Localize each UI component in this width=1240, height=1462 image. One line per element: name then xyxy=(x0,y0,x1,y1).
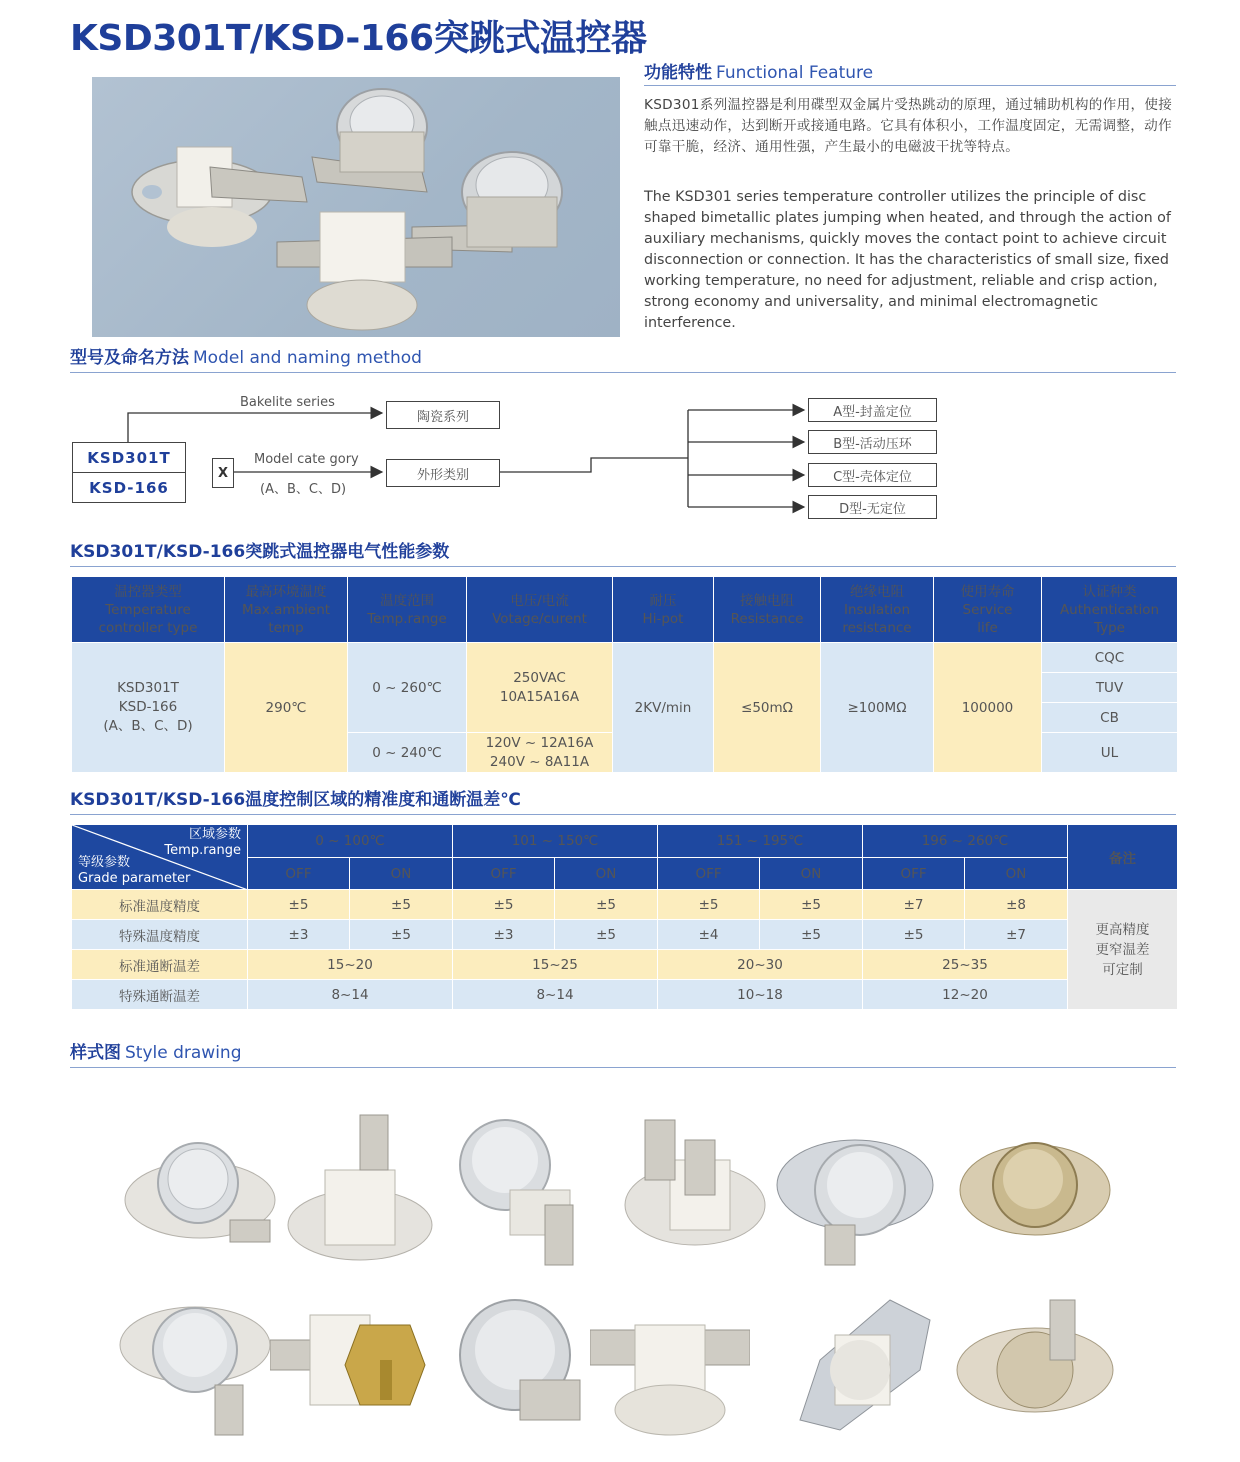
header-max-temp: 最高环境温度 Max.ambient temp xyxy=(225,577,348,643)
table-cell: ±5 xyxy=(248,890,350,920)
model-name-1: KSD301T xyxy=(72,442,186,473)
product-image xyxy=(610,1110,770,1270)
model-name-2: KSD-166 xyxy=(72,472,186,503)
header-hipot: 耐压 Hi-pot xyxy=(613,577,714,643)
category-label: Model cate gory xyxy=(254,452,359,467)
type-a-box: A型-封盖定位 xyxy=(808,398,937,422)
table-row xyxy=(72,643,1178,673)
style-heading-cn: 样式图 xyxy=(70,1043,121,1063)
off-header: OFF xyxy=(863,858,965,890)
cell-cert-tuv: TUV xyxy=(1042,673,1178,703)
table-cell: 15~20 xyxy=(248,950,453,980)
table-row xyxy=(72,920,1178,950)
series-box: 陶瓷系列 xyxy=(386,401,500,429)
feature-text-en: The KSD301 series temperature controller utilizes the principle of disc shaped bimetallic plates jumping when heated, and through the action of auxiliary mechanisms, quickly moves the contact point to achieve circuit disconnection or connection. It has the characteristics of small size, fixed working temperature, no need for adjustment, reliable and crisp action, strong economy and universality, and minimal electromagnetic interference. xyxy=(644,189,1171,331)
accuracy-heading-text: KSD301T/KSD-166温度控制区域的精准度和通断温差℃ xyxy=(70,790,521,810)
type-d-box: D型-无定位 xyxy=(808,495,937,519)
category-box: 外形类别 xyxy=(386,459,500,487)
range-header-4: 196 ~ 260℃ xyxy=(863,825,1068,858)
table-row xyxy=(72,890,1178,920)
table-cell: ±7 xyxy=(965,920,1068,950)
row-label: 标准温度精度 xyxy=(72,890,248,920)
table-row xyxy=(72,980,1178,1010)
electrical-header-row xyxy=(72,577,1178,643)
cell-voltage-2: 120V ~ 12A16A 240V ~ 8A11A xyxy=(467,733,613,773)
table-cell: ±5 xyxy=(760,890,863,920)
row-label: 标准通断温差 xyxy=(72,950,248,980)
cell-cert-cqc: CQC xyxy=(1042,643,1178,673)
page-title: KSD301T/KSD-166突跳式温控器 xyxy=(70,18,647,59)
cell-type: KSD301T KSD-166 (A、B、C、D) xyxy=(72,643,225,773)
feature-heading-en: Functional Feature xyxy=(716,63,874,83)
x-box: X xyxy=(212,458,234,488)
cell-voltage-1: 250VAC 10A15A16A xyxy=(467,643,613,733)
off-header: OFF xyxy=(248,858,350,890)
on-header: ON xyxy=(555,858,658,890)
header-type: 温控器类型 Temperature controller type xyxy=(72,577,225,643)
table-cell: ±5 xyxy=(863,920,965,950)
row-label: 特殊温度精度 xyxy=(72,920,248,950)
table-cell: 12~20 xyxy=(863,980,1068,1010)
remark-cell: 更高精度 更窄温差 可定制 xyxy=(1068,890,1178,1010)
naming-heading xyxy=(70,343,1176,373)
table-cell: ±5 xyxy=(555,890,658,920)
accuracy-heading xyxy=(70,785,1176,815)
product-image xyxy=(450,1110,610,1270)
feature-heading-cn: 功能特性 xyxy=(644,63,712,83)
style-gallery xyxy=(100,1095,1140,1445)
cell-range-1: 0 ~ 260℃ xyxy=(348,643,467,733)
table-cell: 25~35 xyxy=(863,950,1068,980)
product-image xyxy=(285,1110,445,1270)
accuracy-header-row xyxy=(72,825,1178,858)
corner-header: 区域参数 Temp.range 等级参数 Grade parameter xyxy=(72,825,248,890)
table-cell: ±5 xyxy=(760,920,863,950)
table-cell: ±5 xyxy=(453,890,555,920)
style-heading-en: Style drawing xyxy=(125,1043,242,1063)
electrical-heading-text: KSD301T/KSD-166突跳式温控器电气性能参数 xyxy=(70,542,450,562)
product-image xyxy=(270,1285,430,1445)
feature-heading xyxy=(644,58,1176,86)
cell-range-2: 0 ~ 240℃ xyxy=(348,733,467,773)
table-cell: ±8 xyxy=(965,890,1068,920)
cell-cert-ul: UL xyxy=(1042,733,1178,773)
range-header-2: 101 ~ 150℃ xyxy=(453,825,658,858)
on-header: ON xyxy=(965,858,1068,890)
naming-diagram xyxy=(70,385,970,525)
electrical-heading xyxy=(70,537,1176,567)
type-c-box: C型-壳体定位 xyxy=(808,463,937,487)
off-header: OFF xyxy=(453,858,555,890)
table-cell: ±5 xyxy=(350,920,453,950)
product-image xyxy=(955,1285,1115,1445)
table-cell: ±4 xyxy=(658,920,760,950)
accuracy-table xyxy=(71,824,1178,1010)
cell-life: 100000 xyxy=(934,643,1042,773)
cell-resistance: ≤50mΩ xyxy=(714,643,821,773)
type-b-box: B型-活动压环 xyxy=(808,430,937,454)
product-image xyxy=(780,1280,940,1440)
table-cell: ±7 xyxy=(863,890,965,920)
series-label: Bakelite series xyxy=(240,395,335,410)
remark-header: 备注 xyxy=(1068,825,1178,890)
cell-max-temp: 290℃ xyxy=(225,643,348,773)
style-heading xyxy=(70,1038,1176,1068)
table-cell: ±5 xyxy=(350,890,453,920)
product-image xyxy=(955,1115,1115,1275)
product-image xyxy=(120,1115,280,1275)
table-cell: 15~25 xyxy=(453,950,658,980)
header-cert: 认证种类 Authentication Type xyxy=(1042,577,1178,643)
range-header-3: 151 ~ 195℃ xyxy=(658,825,863,858)
feature-text-cn: KSD301系列温控器是利用碟型双金属片受热跳动的原理，通过辅助机构的作用，使接触点迅速动作，达到断开或接通电路。它具有体积小，工作温度固定，无需调整，动作可靠干脆，经济、通用性强，产生最小的电磁波干扰等特点。 xyxy=(644,97,1173,155)
header-insulation: 绝缘电阻 Insulation resistance xyxy=(821,577,934,643)
product-image xyxy=(440,1285,600,1445)
header-voltage: 电压/电流 Votage/curent xyxy=(467,577,613,643)
electrical-table xyxy=(71,576,1178,773)
naming-heading-en: Model and naming method xyxy=(193,348,422,368)
header-life: 使用寿命 Service life xyxy=(934,577,1042,643)
table-cell: 20~30 xyxy=(658,950,863,980)
table-cell: ±3 xyxy=(453,920,555,950)
table-row xyxy=(72,950,1178,980)
on-header: ON xyxy=(350,858,453,890)
table-cell: ±5 xyxy=(658,890,760,920)
product-image xyxy=(775,1115,935,1275)
table-cell: ±3 xyxy=(248,920,350,950)
product-image xyxy=(590,1290,750,1450)
on-header: ON xyxy=(760,858,863,890)
table-cell: 10~18 xyxy=(658,980,863,1010)
table-cell: ±5 xyxy=(555,920,658,950)
row-label: 特殊通断温差 xyxy=(72,980,248,1010)
cell-insulation: ≥100MΩ xyxy=(821,643,934,773)
header-resistance: 接触电阻 Resistance xyxy=(714,577,821,643)
product-photo xyxy=(92,77,620,337)
off-header: OFF xyxy=(658,858,760,890)
cell-hipot: 2KV/min xyxy=(613,643,714,773)
table-cell: 8~14 xyxy=(248,980,453,1010)
cell-cert-cb: CB xyxy=(1042,703,1178,733)
naming-heading-cn: 型号及命名方法 xyxy=(70,348,189,368)
range-header-1: 0 ~ 100℃ xyxy=(248,825,453,858)
category-sub: (A、B、C、D) xyxy=(260,482,347,497)
product-image xyxy=(115,1285,275,1445)
header-temp-range: 温度范围 Temp.range xyxy=(348,577,467,643)
table-cell: 8~14 xyxy=(453,980,658,1010)
